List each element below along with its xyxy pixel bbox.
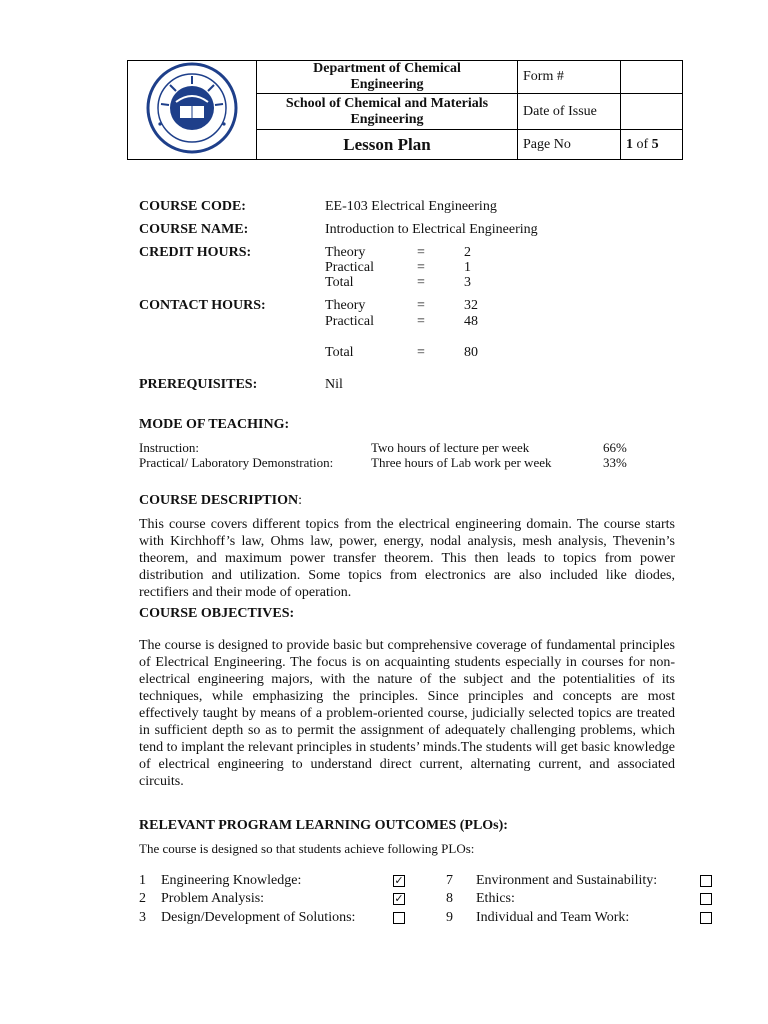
plo-label-problem-analysis: Problem Analysis:: [161, 891, 265, 906]
contact-total-value: 80: [464, 345, 478, 360]
credit-total-equals: =: [417, 275, 425, 290]
plo-label-engineering-knowledge: Engineering Knowledge:: [161, 873, 302, 888]
page-number-value: 1 of 5: [621, 130, 683, 160]
plo-checkbox-design-development[interactable]: [393, 912, 405, 924]
logo-cell: [128, 61, 257, 160]
plo-intro: The course is designed so that students achieve following PLOs:: [139, 841, 475, 856]
contact-hours-label: CONTACT HOURS:: [139, 298, 266, 313]
plo-number: 3: [139, 910, 146, 925]
mode-row-pct: 33%: [603, 455, 627, 470]
document-title: Lesson Plan: [257, 130, 518, 160]
plo-label-individual-team-work: Individual and Team Work:: [476, 910, 630, 925]
mode-of-teaching-heading: MODE OF TEACHING:: [139, 417, 290, 432]
plo-number: 9: [446, 910, 453, 925]
plo-checkbox-problem-analysis[interactable]: ✓: [394, 893, 404, 905]
mode-row-desc: Two hours of lecture per week: [371, 440, 530, 455]
mode-row-type: Instruction:: [139, 440, 199, 455]
course-name-value: Introduction to Electrical Engineering: [325, 222, 538, 237]
prerequisites-value: Nil: [325, 377, 343, 392]
credit-theory-value: 2: [464, 245, 471, 260]
credit-total-label: Total: [325, 275, 354, 290]
course-objectives-text: The course is designed to provide basic but comprehensive coverage of fundamental principles of Electrical Engineering. The focus is on acquainting students especially in courses for non-electrical engineering majors, with the nature of the subject and the potentialities of its techniques, while emphasizing the principles. Since principles and concepts are most effectively taught by means of a problem-oriented course, judicially selected topics are treated in sufficient depth so as to permit the assignment of adequately challenging problems, which tend to implant the relevant principles in students’ minds.The students will get basic knowledge of electrical engineering to understand direct current, alternating current, and associated circuits.: [139, 638, 675, 789]
plo-checkbox-environment-sustainability[interactable]: [700, 875, 712, 887]
course-description-heading: COURSE DESCRIPTION:: [139, 493, 302, 508]
contact-practical-value: 48: [464, 314, 478, 329]
plo-heading: RELEVANT PROGRAM LEARNING OUTCOMES (PLOs):: [139, 818, 508, 833]
plo-checkbox-individual-team-work[interactable]: [700, 912, 712, 924]
course-objectives-heading: COURSE OBJECTIVES:: [139, 606, 295, 621]
plo-number: 8: [446, 891, 453, 906]
credit-total-value: 3: [464, 275, 471, 290]
plo-number: 1: [139, 873, 146, 888]
plo-checkbox-engineering-knowledge[interactable]: ✓: [394, 875, 404, 887]
course-description-text: This course covers different topics from the electrical engineering domain. The course starts with Kirchhoff’s law, Ohms law, power, energy, nodal analysis, mesh analysis, Thevenin’s theorem, and maximum power transfer theorem. This then leads to topics from power distribution and utilization. Some topics from electronics are also included like diodes, rectifiers and their mode of operation.: [139, 517, 675, 600]
plo-number: 7: [446, 873, 453, 888]
school-name: School of Chemical and Materials Engineering: [257, 94, 518, 130]
credit-practical-equals: =: [417, 260, 425, 275]
plo-label-ethics: Ethics:: [476, 891, 515, 906]
prerequisites-label: PREREQUISITES:: [139, 377, 258, 392]
department-name: Department of Chemical Engineering: [257, 61, 518, 94]
header-table: [127, 60, 683, 160]
form-number-label: Form #: [518, 61, 621, 94]
contact-theory-equals: =: [417, 298, 425, 313]
course-name-label: COURSE NAME:: [139, 222, 249, 237]
contact-theory-value: 32: [464, 298, 478, 313]
plo-number: 2: [139, 891, 146, 906]
credit-theory-equals: =: [417, 245, 425, 260]
plo-label-environment-sustainability: Environment and Sustainability:: [476, 873, 658, 888]
page-number-label: Page No: [518, 130, 621, 160]
course-code-label: COURSE CODE:: [139, 199, 246, 214]
university-seal-logo: [140, 62, 244, 154]
plo-label-design-development: Design/Development of Solutions:: [161, 910, 356, 925]
course-code-value: EE-103 Electrical Engineering: [325, 199, 497, 214]
credit-theory-label: Theory: [325, 245, 366, 260]
contact-total-equals: =: [417, 345, 425, 360]
credit-hours-label: CREDIT HOURS:: [139, 245, 252, 260]
mode-row-type: Practical/ Laboratory Demonstration:: [139, 455, 334, 470]
contact-total-label: Total: [325, 345, 354, 360]
mode-row-pct: 66%: [603, 440, 627, 455]
form-number-value: [621, 61, 683, 94]
credit-practical-value: 1: [464, 260, 471, 275]
contact-practical-equals: =: [417, 314, 425, 329]
contact-theory-label: Theory: [325, 298, 366, 313]
credit-practical-label: Practical: [325, 260, 374, 275]
mode-row-desc: Three hours of Lab work per week: [371, 455, 552, 470]
date-of-issue-value: [621, 94, 683, 130]
date-of-issue-label: Date of Issue: [518, 94, 621, 130]
contact-practical-label: Practical: [325, 314, 374, 329]
plo-checkbox-ethics[interactable]: [700, 893, 712, 905]
